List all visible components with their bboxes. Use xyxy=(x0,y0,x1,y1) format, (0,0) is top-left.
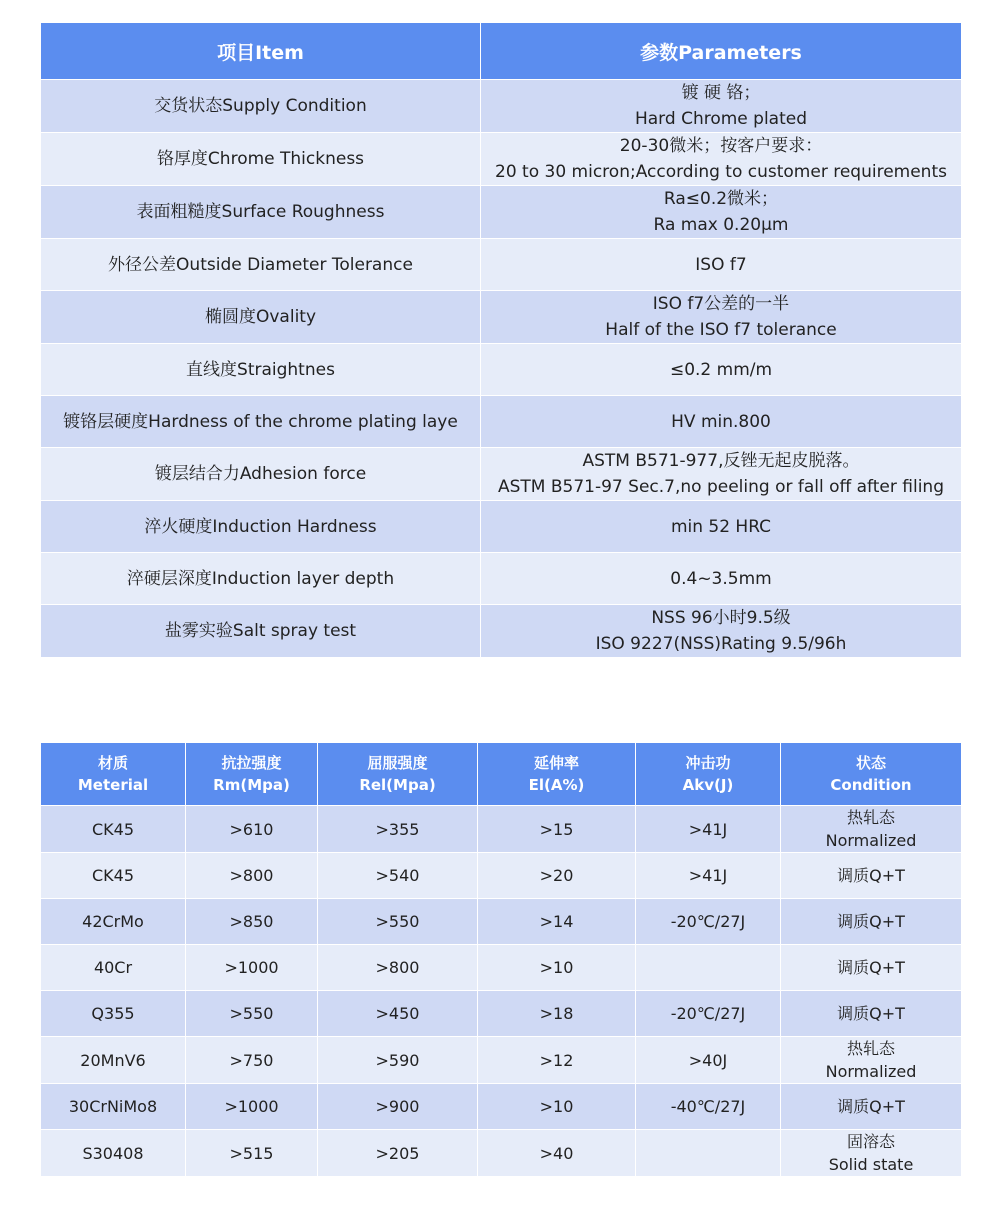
material-cell: CK45 xyxy=(41,806,186,853)
condition-line: 调质Q+T xyxy=(837,912,905,931)
spec-item-value xyxy=(481,344,962,396)
material-row xyxy=(41,1037,962,1084)
spec-item-value xyxy=(481,553,962,605)
condition-cell xyxy=(781,1084,962,1130)
spec-row xyxy=(41,80,962,133)
spec-value-line: ASTM B571-97 Sec.7,no peeling or fall off after filing xyxy=(498,477,944,497)
material-row xyxy=(41,899,962,945)
materials-table xyxy=(40,742,962,1177)
material-row xyxy=(41,1130,962,1177)
yield-cell: >205 xyxy=(318,1130,478,1177)
spec-item-label: 淬火硬度Induction Hardness xyxy=(41,501,481,553)
spec-row xyxy=(41,605,962,658)
impact-cell: -40℃/27J xyxy=(636,1084,781,1130)
header-condition-en: Condition xyxy=(830,776,912,794)
spec-item-value xyxy=(481,605,962,658)
spec-row xyxy=(41,133,962,186)
spec-value-line: ASTM B571-977,反锉无起皮脱落。 xyxy=(582,451,860,471)
material-cell: 40Cr xyxy=(41,945,186,991)
spec-item-label: 镀铬层硬度Hardness of the chrome plating laye xyxy=(41,396,481,448)
condition-line: 热轧态 xyxy=(846,808,895,827)
impact-cell xyxy=(636,1130,781,1177)
spec-item-value xyxy=(481,239,962,291)
material-row xyxy=(41,991,962,1037)
spec-item-label: 直线度Straightnes xyxy=(41,344,481,396)
header-tensile xyxy=(186,743,318,806)
spec-header-item: 项目Item xyxy=(41,23,481,80)
spec-item-label: 外径公差Outside Diameter Tolerance xyxy=(41,239,481,291)
elongation-cell: >10 xyxy=(478,945,636,991)
header-yield xyxy=(318,743,478,806)
condition-cell xyxy=(781,991,962,1037)
spec-row xyxy=(41,239,962,291)
header-material-en: Meterial xyxy=(77,776,149,794)
spec-item-value xyxy=(481,133,962,186)
condition-line: 固溶态 xyxy=(846,1132,895,1151)
spec-value-line: ISO f7公差的一半 xyxy=(652,294,790,314)
tensile-cell: >1000 xyxy=(186,945,318,991)
spec-row xyxy=(41,501,962,553)
condition-cell xyxy=(781,899,962,945)
tensile-cell: >1000 xyxy=(186,1084,318,1130)
spec-row xyxy=(41,186,962,239)
yield-cell: >550 xyxy=(318,899,478,945)
header-elongation xyxy=(478,743,636,806)
spec-value-line: NSS 96小时9.5级 xyxy=(651,608,791,628)
spec-item-label: 镀层结合力Adhesion force xyxy=(41,448,481,501)
condition-line: Solid state xyxy=(828,1155,914,1174)
spec-row xyxy=(41,291,962,344)
condition-line: Normalized xyxy=(825,831,917,850)
material-cell: CK45 xyxy=(41,853,186,899)
impact-cell: -20℃/27J xyxy=(636,991,781,1037)
condition-line: Normalized xyxy=(825,1062,917,1081)
header-tensile-cn: 抗拉强度 xyxy=(221,754,282,772)
tensile-cell: >850 xyxy=(186,899,318,945)
spec-item-label: 椭圆度Ovality xyxy=(41,291,481,344)
spec-header-parameters: 参数Parameters xyxy=(481,23,962,80)
spec-value-line: ≤0.2 mm/m xyxy=(669,359,773,380)
elongation-cell: >18 xyxy=(478,991,636,1037)
tensile-cell: >750 xyxy=(186,1037,318,1084)
spec-item-value xyxy=(481,186,962,239)
material-row xyxy=(41,1084,962,1130)
header-condition xyxy=(781,743,962,806)
spec-value-line: min 52 HRC xyxy=(670,516,772,537)
material-row xyxy=(41,853,962,899)
spec-value-line: 0.4~3.5mm xyxy=(670,568,772,589)
yield-cell: >800 xyxy=(318,945,478,991)
spec-item-label: 表面粗糙度Surface Roughness xyxy=(41,186,481,239)
specification-table xyxy=(40,22,962,658)
header-yield-en: Rel(Mpa) xyxy=(359,776,436,794)
spec-item-value xyxy=(481,291,962,344)
tensile-cell: >515 xyxy=(186,1130,318,1177)
spec-value-line: 20-30微米；按客户要求： xyxy=(619,136,823,156)
condition-line: 热轧态 xyxy=(846,1039,895,1058)
yield-cell: >590 xyxy=(318,1037,478,1084)
spec-item-label: 交货状态Supply Condition xyxy=(41,80,481,133)
elongation-cell: >12 xyxy=(478,1037,636,1084)
condition-cell xyxy=(781,806,962,853)
material-row xyxy=(41,806,962,853)
spec-value-line: 20 to 30 micron;According to customer requirements xyxy=(495,162,947,182)
spec-value-line: 镀 硬 铬； xyxy=(681,83,761,103)
header-yield-cn: 屈服强度 xyxy=(367,754,428,772)
material-cell: Q355 xyxy=(41,991,186,1037)
tensile-cell: >550 xyxy=(186,991,318,1037)
spec-item-value xyxy=(481,80,962,133)
condition-cell xyxy=(781,853,962,899)
material-cell: S30408 xyxy=(41,1130,186,1177)
impact-cell: >41J xyxy=(636,806,781,853)
condition-line: 调质Q+T xyxy=(837,1097,905,1116)
spec-row xyxy=(41,553,962,605)
condition-cell xyxy=(781,945,962,991)
header-impact-en: Akv(J) xyxy=(682,776,734,794)
material-cell: 42CrMo xyxy=(41,899,186,945)
material-row xyxy=(41,945,962,991)
header-elongation-en: El(A%) xyxy=(528,776,585,794)
materials-header-row xyxy=(41,743,962,806)
spec-item-value xyxy=(481,396,962,448)
condition-cell xyxy=(781,1037,962,1084)
spec-value-line: Ra≤0.2微米； xyxy=(663,189,779,209)
elongation-cell: >15 xyxy=(478,806,636,853)
spec-item-value xyxy=(481,448,962,501)
header-tensile-en: Rm(Mpa) xyxy=(213,776,290,794)
elongation-cell: >10 xyxy=(478,1084,636,1130)
yield-cell: >450 xyxy=(318,991,478,1037)
header-material-cn: 材质 xyxy=(97,754,128,772)
header-material xyxy=(41,743,186,806)
impact-cell: >41J xyxy=(636,853,781,899)
elongation-cell: >40 xyxy=(478,1130,636,1177)
spec-header-row xyxy=(41,23,962,80)
header-elongation-cn: 延伸率 xyxy=(533,754,579,772)
impact-cell: -20℃/27J xyxy=(636,899,781,945)
yield-cell: >355 xyxy=(318,806,478,853)
condition-cell xyxy=(781,1130,962,1177)
spec-item-label: 盐雾实验Salt spray test xyxy=(41,605,481,658)
elongation-cell: >20 xyxy=(478,853,636,899)
spec-value-line: ISO f7 xyxy=(695,254,747,275)
impact-cell xyxy=(636,945,781,991)
elongation-cell: >14 xyxy=(478,899,636,945)
spec-value-line: Ra max 0.20μm xyxy=(653,215,789,235)
impact-cell: >40J xyxy=(636,1037,781,1084)
spec-row xyxy=(41,448,962,501)
spec-item-value xyxy=(481,501,962,553)
tensile-cell: >610 xyxy=(186,806,318,853)
spec-value-line: Half of the ISO f7 tolerance xyxy=(605,320,837,340)
header-impact xyxy=(636,743,781,806)
yield-cell: >900 xyxy=(318,1084,478,1130)
spec-row xyxy=(41,344,962,396)
spec-value-line: ISO 9227(NSS)Rating 9.5/96h xyxy=(595,634,847,654)
spec-value-line: Hard Chrome plated xyxy=(634,109,808,129)
spec-item-label: 铬厚度Chrome Thickness xyxy=(41,133,481,186)
material-cell: 30CrNiMo8 xyxy=(41,1084,186,1130)
spec-value-line: HV min.800 xyxy=(671,411,771,432)
header-condition-cn: 状态 xyxy=(855,754,886,772)
header-impact-cn: 冲击功 xyxy=(685,754,731,772)
yield-cell: >540 xyxy=(318,853,478,899)
tensile-cell: >800 xyxy=(186,853,318,899)
spec-item-label: 淬硬层深度Induction layer depth xyxy=(41,553,481,605)
material-cell: 20MnV6 xyxy=(41,1037,186,1084)
condition-line: 调质Q+T xyxy=(837,1004,905,1023)
spec-row xyxy=(41,396,962,448)
condition-line: 调质Q+T xyxy=(837,866,905,885)
condition-line: 调质Q+T xyxy=(837,958,905,977)
